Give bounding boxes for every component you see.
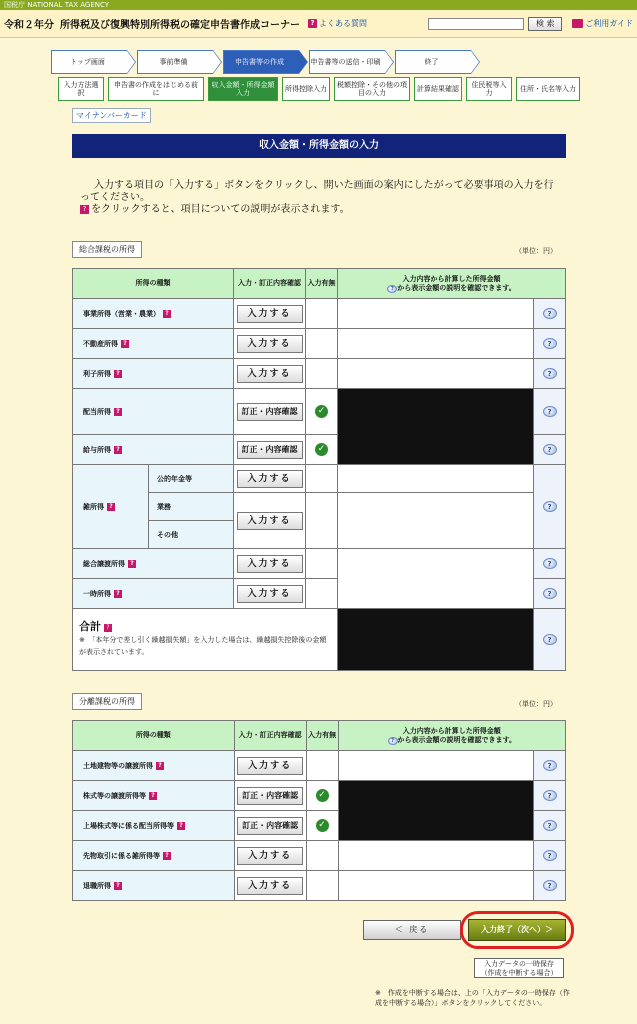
table-row: [73, 871, 566, 901]
question-icon[interactable]: ?: [114, 408, 122, 416]
footer-note: ※ 作成を中断する場合は、上の「入力データの一時保存（作成を中断する場合）」ボタンをクリックしてください。: [375, 989, 570, 1007]
separate-income-table: [72, 720, 566, 901]
col-kind: 所得の種類: [73, 269, 234, 299]
progress-steps: [51, 50, 481, 74]
substep-before: 申告書の作成をはじめる前に: [108, 77, 204, 101]
col-amount: [338, 721, 565, 751]
help-cell: [534, 781, 566, 811]
question-icon[interactable]: ?: [114, 590, 122, 598]
unit-label: （単位：円）: [515, 700, 557, 708]
flag-cell: [306, 811, 338, 841]
total-row: [73, 609, 566, 671]
back-button[interactable]: ＜ 戻る: [363, 920, 461, 940]
help-cell: [534, 811, 566, 841]
amount-cell: [338, 841, 533, 871]
step-create: 申告書等の作成: [223, 50, 299, 74]
col-amount: [338, 269, 566, 299]
step-end: 終了: [395, 50, 471, 74]
instructions: [80, 180, 560, 216]
page-title: [4, 16, 300, 31]
question-icon: ?: [308, 19, 317, 28]
flag-cell: [306, 579, 338, 609]
row-label: [73, 329, 234, 359]
input-cell: [234, 389, 306, 435]
help-icon[interactable]: ?: [543, 338, 557, 349]
help-icon[interactable]: ?: [543, 760, 557, 771]
table-row: [73, 841, 566, 871]
input-button[interactable]: 入力する: [237, 512, 303, 530]
col-flag: 入力有無: [306, 269, 338, 299]
amount-cell-redacted: [338, 781, 533, 841]
question-icon[interactable]: ?: [114, 882, 122, 890]
row-label: [73, 751, 235, 781]
help-icon: ?: [388, 737, 398, 745]
row-label-text: 雑所得: [83, 502, 104, 511]
check-icon: ✓: [315, 405, 328, 418]
instruction-line1: 入力する項目の「入力する」ボタンをクリックし、開いた画面の案内にしたがって必要事項の入力を行ってください。: [80, 180, 554, 203]
row-label-text: 退職所得: [83, 881, 111, 890]
guide-link[interactable]: [572, 18, 633, 29]
help-icon[interactable]: ?: [543, 790, 557, 801]
sub-steps: [58, 77, 584, 101]
input-button[interactable]: 入力する: [237, 470, 303, 488]
finish-input-next-button[interactable]: 入力終了（次へ）＞: [468, 919, 566, 941]
row-label: [73, 389, 234, 435]
check-icon: ✓: [316, 819, 329, 832]
input-button[interactable]: 入力する: [237, 365, 303, 383]
book-icon: [572, 19, 583, 28]
help-cell: [534, 299, 566, 329]
input-cell: [234, 299, 306, 329]
substep-income: 収入金額・所得金額入力: [208, 77, 278, 101]
agency-bar: [0, 0, 637, 10]
step-prep: 事前準備: [137, 50, 213, 74]
flag-cell: [306, 493, 338, 549]
input-cell: [234, 493, 306, 549]
row-label-text: 一時所得: [83, 589, 111, 598]
amount-cell: [338, 299, 534, 329]
help-icon[interactable]: ?: [543, 634, 557, 645]
check-icon: ✓: [316, 789, 329, 802]
help-cell: [534, 359, 566, 389]
row-label: [73, 871, 235, 901]
col-flag: 入力有無: [306, 721, 338, 751]
sub-row-label: その他: [149, 521, 234, 549]
help-icon[interactable]: ?: [543, 308, 557, 319]
help-cell: [534, 329, 566, 359]
col-kind: 所得の種類: [73, 721, 235, 751]
row-label-text: 土地建物等の譲渡所得: [83, 761, 153, 770]
help-cell: [534, 609, 566, 671]
help-cell: [534, 579, 566, 609]
table-row: [73, 549, 566, 579]
check-icon: ✓: [315, 443, 328, 456]
row-label: [73, 841, 235, 871]
amount-header-l2: から表示金額の説明を確認できます。: [397, 735, 516, 744]
col-input: 入力・訂正内容確認: [234, 269, 306, 299]
step-send: 申告書等の送信・印刷: [309, 50, 385, 74]
table-row: [73, 389, 566, 435]
col-input: 入力・訂正内容確認: [234, 721, 306, 751]
help-icon[interactable]: ?: [543, 588, 557, 599]
step-top: トップ画面: [51, 50, 127, 74]
help-icon[interactable]: ?: [543, 444, 557, 455]
input-cell: [234, 871, 306, 901]
amount-header-l1: 入力内容から計算した所得金額: [402, 726, 501, 735]
help-cell: [534, 871, 566, 901]
help-cell: [534, 751, 566, 781]
row-label: [73, 299, 234, 329]
question-icon[interactable]: ?: [121, 340, 129, 348]
question-icon[interactable]: ?: [163, 852, 171, 860]
question-icon[interactable]: ?: [114, 370, 122, 378]
instruction-line2-wrap: [80, 204, 560, 216]
help-cell: [534, 389, 566, 435]
separate-group-label: 分離課税の所得: [72, 693, 142, 710]
agency-name: 国税庁 NATIONAL TAX AGENCY: [4, 1, 110, 9]
row-label-text: 上場株式等に係る配当所得等: [83, 821, 174, 830]
question-icon[interactable]: ?: [156, 762, 164, 770]
flag-cell: [306, 841, 338, 871]
help-icon[interactable]: ?: [543, 880, 557, 891]
help-icon: ?: [387, 285, 397, 293]
guide-label: ご利用ガイド: [585, 19, 633, 28]
faq-link[interactable]: [308, 18, 367, 29]
general-income-table: [72, 268, 566, 671]
row-label-text: 不動産所得: [83, 339, 118, 348]
total-amount-redacted: [338, 609, 534, 671]
faq-label: よくある質問: [319, 19, 367, 28]
input-cell: [234, 329, 306, 359]
flag-cell: [306, 781, 338, 811]
flag-cell: [306, 751, 338, 781]
help-cell: [534, 465, 566, 549]
help-cell: [534, 549, 566, 579]
amount-header-l1: 入力内容から計算した所得金額: [402, 274, 501, 283]
instruction-line2: をクリックすると、項目についての説明が表示されます。: [91, 204, 350, 215]
help-icon[interactable]: ?: [543, 501, 557, 512]
table-row: [73, 465, 566, 493]
flag-cell: [306, 329, 338, 359]
amount-cell: [338, 871, 533, 901]
temp-save-button[interactable]: [474, 958, 564, 978]
row-label: [73, 465, 149, 549]
input-cell: [234, 549, 306, 579]
input-cell: [234, 811, 306, 841]
row-label-text: 給与所得: [83, 445, 111, 454]
table-row: [73, 751, 566, 781]
amount-cell: [338, 493, 534, 549]
amount-cell: [338, 465, 534, 493]
question-icon[interactable]: ?: [128, 560, 136, 568]
unit-label: （単位：円）: [515, 247, 557, 255]
section-title: 収入金額・所得金額の入力: [72, 134, 566, 158]
help-icon[interactable]: ?: [543, 558, 557, 569]
help-icon[interactable]: ?: [543, 820, 557, 831]
input-cell: [234, 751, 306, 781]
row-label: [73, 435, 234, 465]
input-cell: [234, 841, 306, 871]
input-button[interactable]: 入力する: [237, 585, 303, 603]
input-cell: [234, 781, 306, 811]
input-button[interactable]: 入力する: [237, 555, 303, 573]
row-label-text: 利子所得: [83, 369, 111, 378]
amount-cell: [338, 329, 534, 359]
mynumber-card-link[interactable]: マイナンバーカード: [72, 108, 151, 123]
substep-method: 入力方法選択: [58, 77, 104, 101]
row-label: [73, 811, 235, 841]
flag-cell: [306, 435, 338, 465]
substep-resident: 住民税等入力: [466, 77, 512, 101]
row-label-text: 配当所得: [83, 407, 111, 416]
question-icon[interactable]: ?: [107, 503, 115, 511]
amount-cell: [338, 549, 534, 609]
edit-button[interactable]: 訂正・内容確認: [237, 441, 303, 459]
input-cell: [234, 579, 306, 609]
question-icon[interactable]: ?: [163, 310, 171, 318]
table-row: [73, 299, 566, 329]
flag-cell: [306, 359, 338, 389]
question-icon[interactable]: ?: [149, 792, 157, 800]
table-row: [73, 329, 566, 359]
temp-save-l1: 入力データの一時保存: [484, 960, 554, 968]
edit-button[interactable]: 訂正・内容確認: [237, 817, 303, 835]
corner-title: 所得税及び復興特別所得税の確定申告書作成コーナー: [60, 20, 300, 31]
amount-cell: [338, 359, 534, 389]
row-label: [73, 579, 234, 609]
help-cell: [534, 841, 566, 871]
row-label-text: 先物取引に係る雑所得等: [83, 851, 160, 860]
input-button[interactable]: 入力する: [237, 335, 303, 353]
substep-deduction: 所得控除入力: [282, 77, 330, 101]
search-input[interactable]: [428, 18, 524, 30]
substep-address: 住所・氏名等入力: [516, 77, 580, 101]
input-button[interactable]: 入力する: [237, 847, 303, 865]
question-icon[interactable]: ?: [177, 822, 185, 830]
input-cell: [234, 359, 306, 389]
amount-header-l2: から表示金額の説明を確認できます。: [397, 283, 516, 292]
temp-save-l2: （作成を中断する場合）: [480, 969, 558, 977]
input-button[interactable]: 入力する: [237, 305, 303, 323]
amount-cell: [338, 751, 533, 781]
help-cell: [534, 435, 566, 465]
substep-result: 計算結果確認: [414, 77, 462, 101]
input-button[interactable]: 入力する: [237, 757, 303, 775]
row-label-text: 株式等の譲渡所得等: [83, 791, 146, 800]
help-icon[interactable]: ?: [543, 406, 557, 417]
row-label: [73, 781, 235, 811]
flag-cell: [306, 871, 338, 901]
table-row: [73, 781, 566, 811]
question-icon[interactable]: ?: [114, 446, 122, 454]
input-cell: [234, 465, 306, 493]
total-label: [73, 609, 338, 671]
substep-taxcredit: 税額控除・その他の項目の入力: [334, 77, 410, 101]
amount-cell-redacted: [338, 389, 534, 465]
flag-cell: [306, 549, 338, 579]
help-icon[interactable]: ?: [543, 368, 557, 379]
table-row: [73, 359, 566, 389]
sub-row-label: 業務: [149, 493, 234, 521]
input-button[interactable]: 入力する: [237, 877, 303, 895]
row-label: [73, 549, 234, 579]
input-cell: [234, 435, 306, 465]
flag-cell: [306, 465, 338, 493]
search-button[interactable]: 検 索: [528, 17, 562, 31]
row-label: [73, 359, 234, 389]
flag-cell: [306, 389, 338, 435]
sub-row-label: 公的年金等: [149, 465, 234, 493]
total-title: 合計: [79, 620, 101, 633]
header: [0, 10, 637, 38]
edit-button[interactable]: 訂正・内容確認: [237, 403, 303, 421]
question-icon[interactable]: ?: [104, 624, 112, 632]
help-icon[interactable]: ?: [543, 850, 557, 861]
total-note: ※ 「本年分で差し引く繰越損失額」を入力した場合は、繰越損失控除後の金額が表示されています。: [79, 636, 327, 656]
question-icon: ?: [80, 205, 89, 214]
row-label-text: 事業所得（営業・農業）: [83, 309, 160, 318]
flag-cell: [306, 299, 338, 329]
row-label-text: 総合譲渡所得: [83, 559, 125, 568]
tax-year: 令和２年分: [4, 20, 54, 31]
edit-button[interactable]: 訂正・内容確認: [237, 787, 303, 805]
general-group-label: 総合課税の所得: [72, 241, 142, 258]
